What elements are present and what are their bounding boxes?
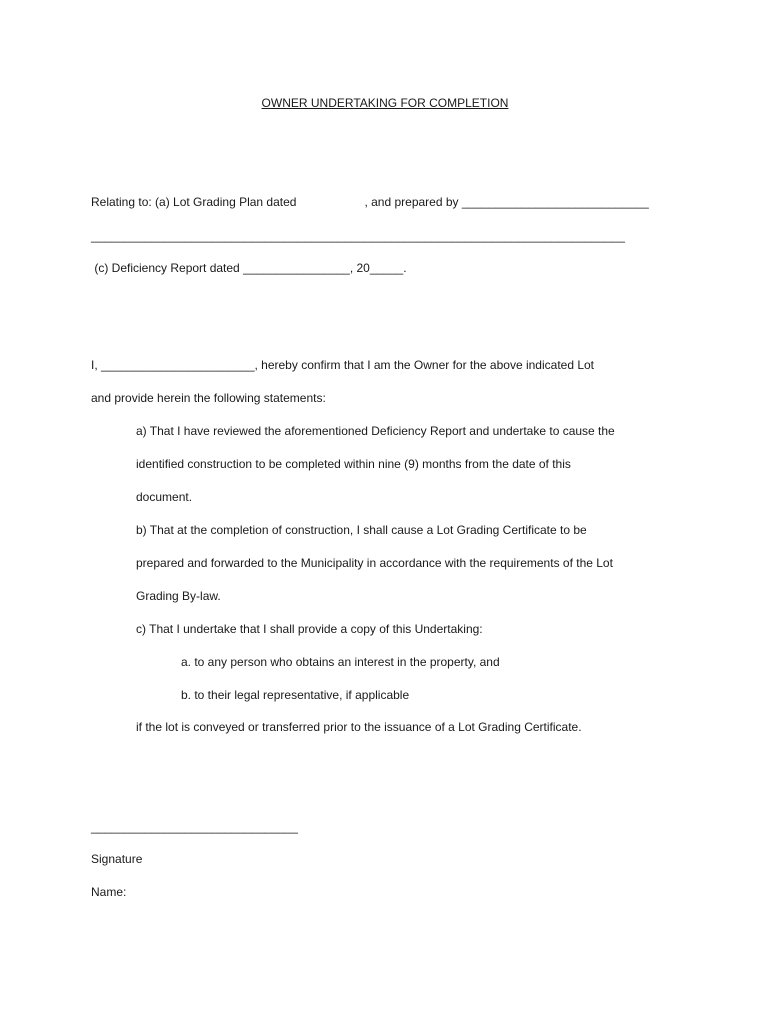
signature-label: Signature — [91, 852, 143, 866]
statement-b-line1: b) That at the completion of construction, I shall cause a Lot Grading Certificate to be — [136, 523, 587, 537]
statement-c-line1: c) That I undertake that I shall provide a copy of this Undertaking: — [136, 622, 483, 636]
statement-b-line2: prepared and forwarded to the Municipality in accordance with the requirements of the Lot — [136, 556, 613, 570]
signature-line: _______________________________ — [91, 820, 298, 834]
document-title: OWNER UNDERTAKING FOR COMPLETION — [261, 96, 509, 110]
statement-a-line3: document. — [136, 490, 193, 504]
statement-a-line2: identified construction to be completed within nine (9) months from the date of this — [136, 457, 571, 471]
statement-a-line1: a) That I have reviewed the aforementioned Deficiency Report and undertake to cause the — [136, 424, 615, 438]
relating-to-part1: Relating to: (a) Lot Grading Plan dated — [91, 195, 297, 209]
statement-b-line3: Grading By-law. — [136, 589, 221, 603]
relating-to-part2: , and prepared by ____________________________ — [364, 195, 649, 209]
owner-confirmation-line1: I, _______________________, hereby confirm that I am the Owner for the above indicated Lot — [91, 358, 595, 372]
statement-c-sub-b: b. to their legal representative, if applicable — [181, 688, 410, 702]
statement-c-closing: if the lot is conveyed or transferred prior to the issuance of a Lot Grading Certificate. — [136, 720, 582, 734]
deficiency-report-line: (c) Deficiency Report dated ________________, 20_____. — [91, 261, 407, 275]
name-label: Name: — [91, 885, 127, 899]
owner-confirmation-line2: and provide herein the following statements: — [91, 391, 326, 405]
relating-to-line-b: ________________________________________________________________________________ — [91, 229, 625, 243]
statement-c-sub-a: a. to any person who obtains an interest in the property, and — [181, 655, 500, 669]
relating-to-line-a — [91, 195, 649, 209]
